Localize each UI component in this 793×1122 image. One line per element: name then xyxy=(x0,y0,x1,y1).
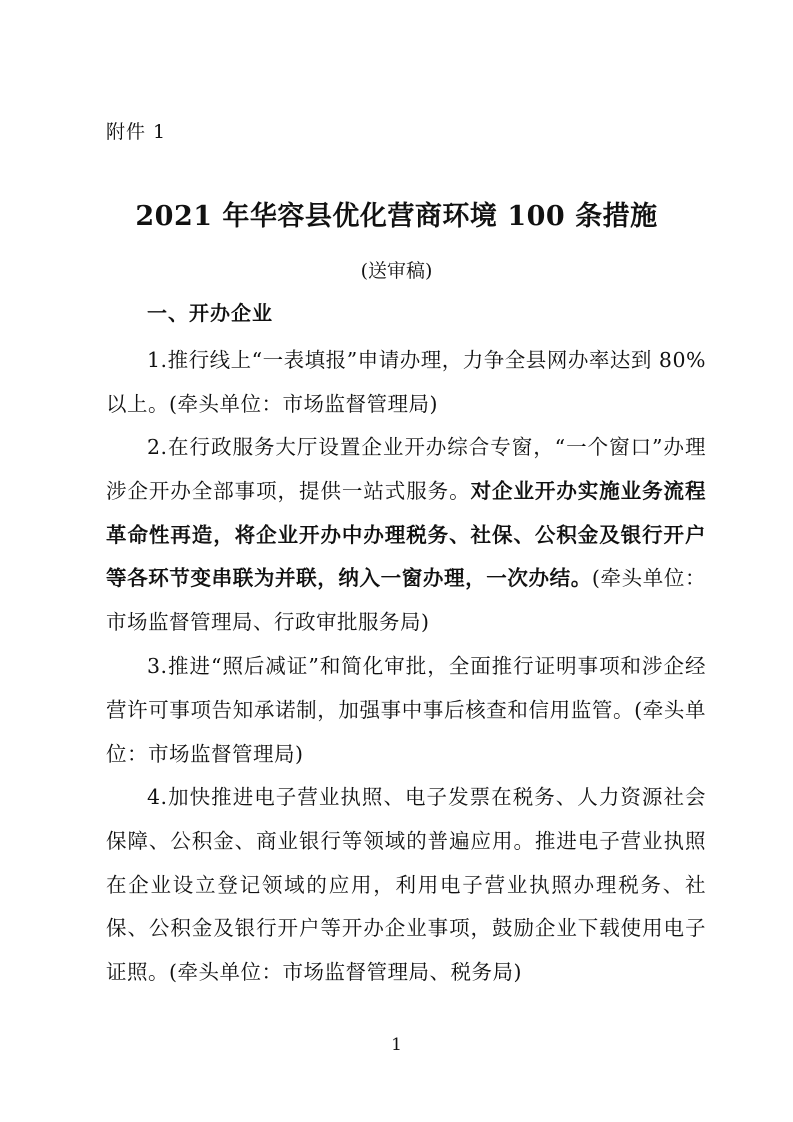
measure-item-1 xyxy=(106,339,706,427)
measure-item-2 xyxy=(106,426,706,645)
measure-item-2-lead-unit: (牵头单位：市场监督管理局、行政审批服务局) xyxy=(106,566,706,635)
document-title: 2021 年华容县优化营商环境 100 条措施 xyxy=(135,201,658,232)
measure-item-3 xyxy=(106,645,706,776)
attachment-label: 附件 1 xyxy=(106,121,167,143)
measure-item-2-text: 2.在行政服务大厅设置企业开办综合专窗，“一个窗口”办理涉企开办全部事项，提供一站式服务。 xyxy=(106,435,706,503)
measure-item-4 xyxy=(106,776,706,995)
measure-item-4-text: 4.加快推进电子营业执照、电子发票在税务、人力资源社会保障、公积金、商业银行等领域的普遍应用。推进电子营业执照在企业设立登记领域的应用，利用电子营业执照办理税务、社保、公积金及银行开户等开办企业事项，鼓励企业下载使用电子证照。(牵头单位：市场监督管理局、税务局) xyxy=(106,785,706,985)
measure-item-1-text: 1.推行线上“一表填报”申请办理，力争全县网办率达到 80%以上。(牵头单位：市场监督管理局) xyxy=(106,348,706,416)
measure-item-3-text: 3.推进“照后减证”和简化审批，全面推行证明事项和涉企经营许可事项告知承诺制，加强事中事后核查和信用监管。(牵头单位：市场监督管理局) xyxy=(106,654,706,766)
measure-item-2-bold-text: 对企业开办实施业务流程革命性再造，将企业开办中办理税务、社保、公积金及银行开户等各环节变串联为并联，纳入一窗办理，一次办结。 xyxy=(106,478,707,591)
page-number: 1 xyxy=(391,1035,402,1055)
section-heading: 一、开办企业 xyxy=(147,301,273,325)
document-subtitle: (送审稿) xyxy=(360,260,433,282)
